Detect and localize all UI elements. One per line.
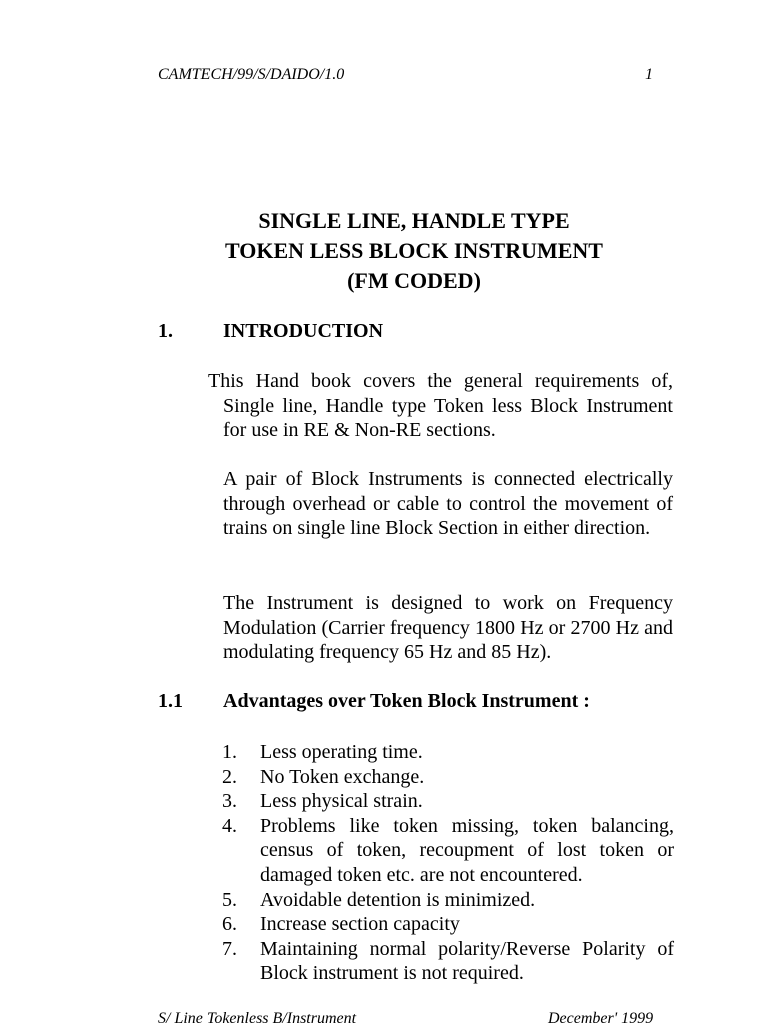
list-item (222, 912, 674, 937)
list-item (222, 814, 674, 888)
section-1-number: 1. (158, 320, 173, 342)
intro-paragraph-1: This Hand book covers the general requirements of, Single line, Handle type Token less Block Instrument for use in RE & Non-RE sections. (208, 370, 673, 442)
advantages-list (222, 740, 674, 986)
list-item-text: Avoidable detention is minimized. (260, 888, 536, 911)
header-doc-code: CAMTECH/99/S/DAIDO/1.0 (158, 66, 345, 83)
list-item-text: Less operating time. (260, 741, 423, 763)
footer-date: December' 1999 (548, 1010, 654, 1027)
list-item-number: 5. (222, 888, 237, 911)
list-item-text: Less physical strain. (260, 790, 423, 813)
footer-title: S/ Line Tokenless B/Instrument (158, 1010, 357, 1027)
list-item-text: No Token exchange. (260, 765, 425, 788)
title-line-3: (FM CODED) (347, 268, 481, 293)
section-1-1-number: 1.1 (158, 690, 183, 712)
list-item-number: 4. (222, 814, 237, 837)
intro-paragraph-3: The Instrument is designed to work on Frequency Modulation (Carrier frequency 1800 Hz or 2700 Hz and modulating frequency 65 Hz and 85 Hz). (223, 592, 673, 664)
list-item (222, 789, 674, 814)
list-item-number: 2. (222, 765, 237, 788)
list-item-text: Problems like token missing, token balancing, census of token, recoupment of lost token or damaged token etc. are not encountered. (260, 814, 674, 886)
section-1-heading: INTRODUCTION (223, 320, 384, 342)
intro-paragraph-2: A pair of Block Instruments is connected electrically through overhead or cable to control the movement of trains on single line Block Section in either direction. (223, 468, 673, 540)
list-item-number: 1. (222, 741, 237, 763)
list-item-text: Increase section capacity (260, 913, 460, 936)
list-item (222, 888, 674, 913)
list-item-number: 6. (222, 913, 237, 936)
title-line-2: TOKEN LESS BLOCK INSTRUMENT (225, 238, 603, 263)
section-1-1-heading: Advantages over Token Block Instrument : (223, 690, 590, 712)
list-item (222, 937, 674, 986)
header-page-number: 1 (645, 66, 653, 83)
title-line-1: SINGLE LINE, HANDLE TYPE (258, 208, 570, 233)
list-item-text: Maintaining normal polarity/Reverse Polarity of Block instrument is not required. (260, 937, 674, 985)
list-item (222, 765, 674, 790)
list-item (222, 740, 674, 765)
list-item-number: 3. (222, 790, 237, 813)
list-item-number: 7. (222, 937, 237, 960)
